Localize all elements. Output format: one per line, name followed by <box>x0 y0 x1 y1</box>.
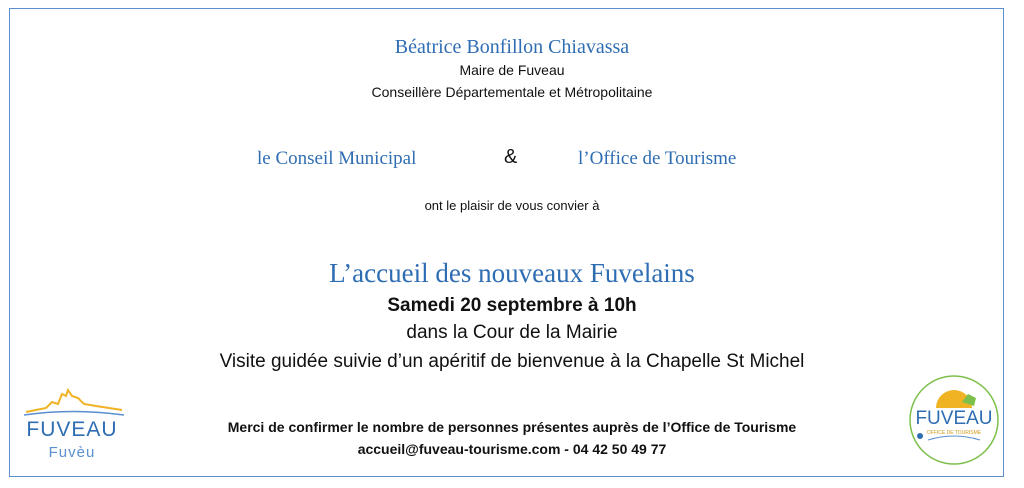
tourism-office-logo <box>906 372 1002 468</box>
host-name: Béatrice Bonfillon Chiavassa <box>394 36 630 58</box>
fuveau-logo-word: FUVEAU <box>26 418 118 441</box>
event-date: Samedi 20 septembre à 10h <box>387 295 637 316</box>
invitation-border <box>9 8 1004 477</box>
co-host-council: le Conseil Municipal <box>257 148 417 169</box>
fuveau-logo <box>22 388 126 468</box>
event-program: Visite guidée suivie d’un apéritif de bienvenue à la Chapelle St Michel <box>219 351 805 372</box>
ampersand: & <box>504 146 518 168</box>
host-title-mayor: Maire de Fuveau <box>459 62 565 78</box>
confirm-note: Merci de confirmer le nombre de personnes présentes auprès de l’Office de Tourisme <box>227 419 797 435</box>
tourism-logo-sub: OFFICE DE TOURISME <box>926 430 982 436</box>
village-skyline-icon <box>22 388 126 420</box>
contact-info[interactable]: accueil@fuveau-tourisme.com - 04 42 50 49 77 <box>357 441 667 457</box>
event-place: dans la Cour de la Mairie <box>406 322 618 343</box>
host-title-councillor: Conseillère Départementale et Métropolitaine <box>371 84 653 100</box>
invitation-text: ont le plaisir de vous convier à <box>424 198 600 213</box>
tourism-logo-word: FUVEAU <box>915 408 993 429</box>
fuveau-logo-sub: Fuvèu <box>48 444 96 461</box>
event-title: L’accueil des nouveaux Fuvelains <box>329 258 695 288</box>
co-host-tourism-office: l’Office de Tourisme <box>578 148 737 169</box>
